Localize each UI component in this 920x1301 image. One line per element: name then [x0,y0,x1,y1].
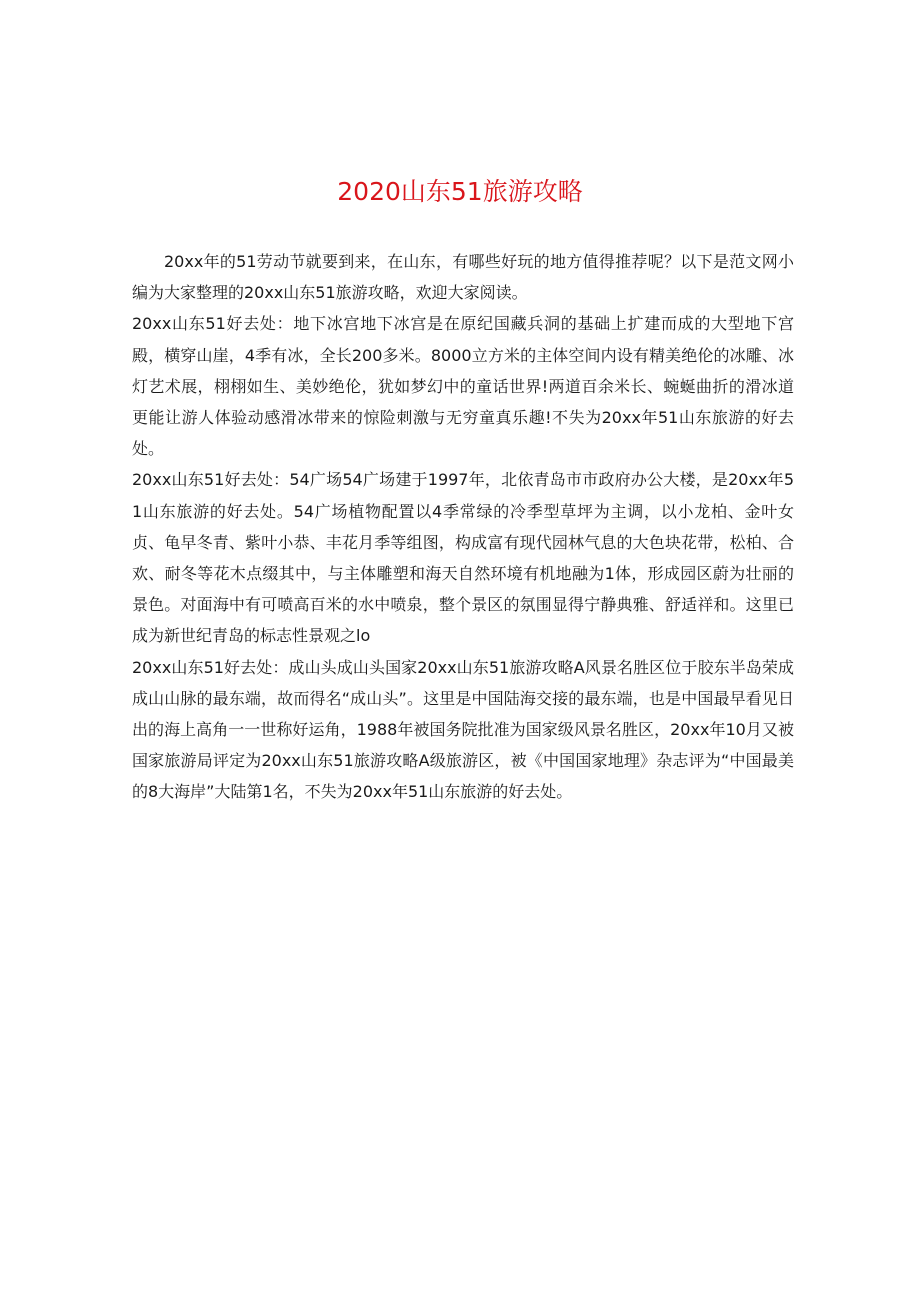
intro-paragraph: 20xx年的51劳动节就要到来，在山东，有哪些好玩的地方值得推荐呢？以下是范文网小编为大家整理的20xx山东51旅游攻略，欢迎大家阅读。 [132,252,794,303]
chengshantou-paragraph: 20xx山东51好去处：成山头成山头国家20xx山东51旅游攻略A风景名胜区位于胶东半岛荣成成山山脉的最东端，故而得名“成山头”。这里是中国陆海交接的最东端，也是中国最早看见日出的海上高角一一世称好运角，1988年被国务院批准为国家级风景名胜区，20xx年10月又被国家旅游局评定为20xx山东51旅游攻略A级旅游区，被《中国国家地理》杂志评为“中国最美的8大海岸”大陆第1名，不失为20xx年51山东旅游的好去处。 [132,657,794,802]
document-title: 2020山东51旅游攻略 [337,177,583,206]
document-body [132,246,794,808]
may-fourth-square-paragraph: 20xx山东51好去处：54广场54广场建于1997年，北依青岛市市政府办公大楼，是20xx年51山东旅游的好去处。54广场植物配置以4季常绿的冷季型草坪为主调，以小龙柏、金叶女贞、龟早冬青、紫叶小恭、丰花月季等组图，构成富有现代园林气息的大色块花带，松柏、合欢、耐冬等花木点缀其中，与主体雕塑和海天自然环境有机地融为1体，形成园区蔚为壮丽的景色。对面海中有可喷高百米的水中喷泉，整个景区的氛围显得宁静典雅、舒适祥和。这里已成为新世纪青岛的标志性景观之lo [132,470,794,646]
ice-palace-paragraph: 20xx山东51好去处：地下冰宫地下冰宫是在原纪国藏兵洞的基础上扩建而成的大型地下宫殿，横穿山崖，4季有冰，全长200多米。8000立方米的主体空间内设有精美绝伦的冰雕、冰灯艺术展，栩栩如生、美妙绝伦，犹如梦幻中的童话世界!两道百余米长、蜿蜒曲折的滑冰道更能让游人体验动感滑冰带来的惊险刺激与无穷童真乐趣!不失为20xx年51山东旅游的好去处。 [132,314,794,459]
